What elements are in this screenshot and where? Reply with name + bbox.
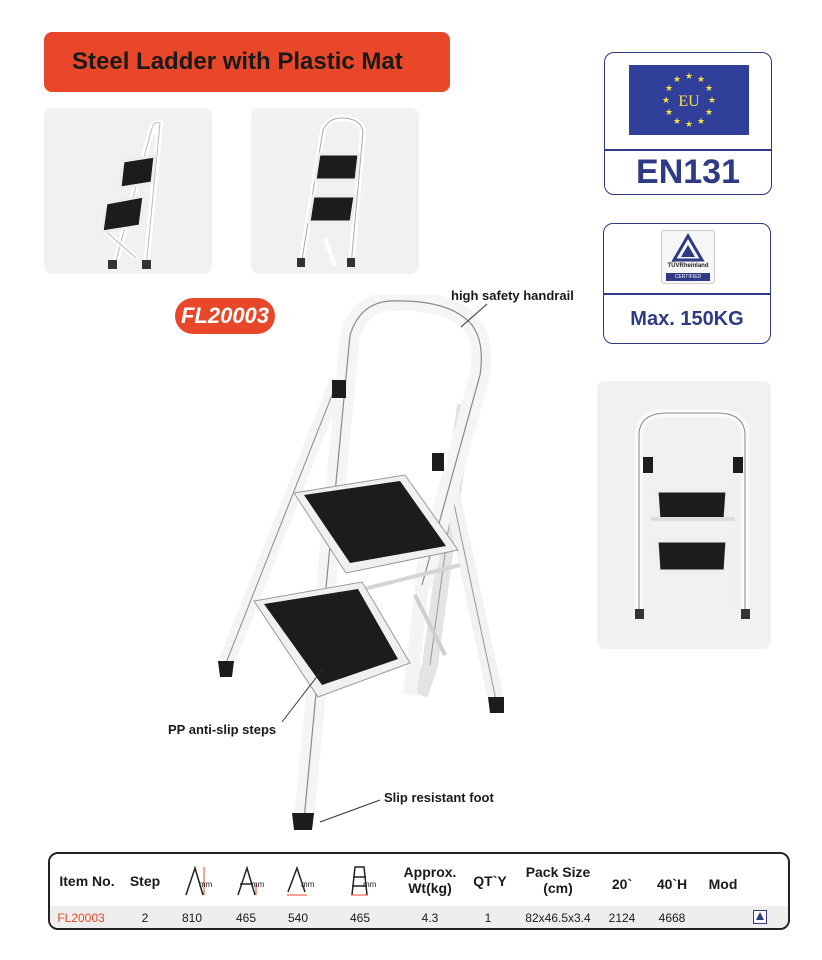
svg-text:★: ★ <box>704 107 714 117</box>
svg-text:★: ★ <box>664 107 674 117</box>
tuv-brand: TÜVRheinland <box>667 263 709 269</box>
svg-text:★: ★ <box>684 119 694 129</box>
col-base-width-icon <box>276 864 318 899</box>
tuv-mini-icon <box>752 910 768 927</box>
standard-label: EN131 <box>636 153 740 191</box>
svg-text:★: ★ <box>661 95 671 105</box>
cell-item-no: FL20003 <box>57 911 105 925</box>
svg-text:★: ★ <box>696 74 706 84</box>
svg-text:★: ★ <box>672 74 682 84</box>
col-height-icon <box>174 864 216 899</box>
col-step: Step <box>129 873 161 889</box>
col-20ft: 20` <box>611 876 633 892</box>
svg-text:★: ★ <box>664 83 674 93</box>
col-item-no: Item No. <box>59 873 115 889</box>
col-40hq: 40`H <box>656 876 688 892</box>
tuv-certified-label: CERTIFIED <box>666 273 710 281</box>
col-pack-size <box>512 864 604 896</box>
unit-label: mm <box>199 880 213 889</box>
model-number: FL20003 <box>180 303 270 328</box>
page-title: Steel Ladder with Plastic Mat <box>72 48 403 75</box>
cell-d2: 465 <box>235 911 257 925</box>
svg-text:★: ★ <box>704 83 714 93</box>
svg-text:★: ★ <box>707 95 717 105</box>
table-header <box>50 854 788 906</box>
ladder-front-image <box>597 381 771 649</box>
max-load-label: Max. 150KG <box>630 308 744 330</box>
cell-weight: 4.3 <box>421 911 439 925</box>
unit-label: mm <box>363 880 377 889</box>
thumbnail-front-view <box>597 381 771 649</box>
cell-pack: 82x46.5x3.4 <box>525 911 591 925</box>
col-weight-line2: Wt(kg) <box>408 880 452 896</box>
cell-d4: 465 <box>349 911 371 925</box>
table-row <box>50 906 788 930</box>
svg-text:★: ★ <box>672 116 682 126</box>
eu-label: EU <box>678 93 700 110</box>
svg-text:★: ★ <box>684 71 694 81</box>
col-weight <box>392 864 468 896</box>
col-front-width-icon <box>338 864 380 899</box>
spec-table <box>48 852 790 930</box>
col-weight-line1: Approx. <box>403 864 457 880</box>
col-stand-height-icon <box>226 864 268 899</box>
cell-20ft: 2124 <box>608 911 636 925</box>
callout-foot: Slip resistant foot <box>384 790 494 805</box>
col-pack-line1: Pack Size <box>525 864 591 880</box>
cell-d1: 810 <box>181 911 203 925</box>
svg-text:★: ★ <box>696 116 706 126</box>
callout-steps: PP anti-slip steps <box>168 722 277 737</box>
col-mod: Mod <box>708 876 738 892</box>
cell-d3: 540 <box>287 911 309 925</box>
col-pack-line2: (cm) <box>543 880 573 896</box>
callout-handrail: high safety handrail <box>451 288 574 303</box>
unit-label: mm <box>251 880 265 889</box>
cell-qty: 1 <box>484 911 492 925</box>
cell-step: 2 <box>141 911 149 925</box>
unit-label: mm <box>301 880 315 889</box>
col-qty: QT`Y <box>473 873 507 889</box>
cell-40hq: 4668 <box>658 911 686 925</box>
